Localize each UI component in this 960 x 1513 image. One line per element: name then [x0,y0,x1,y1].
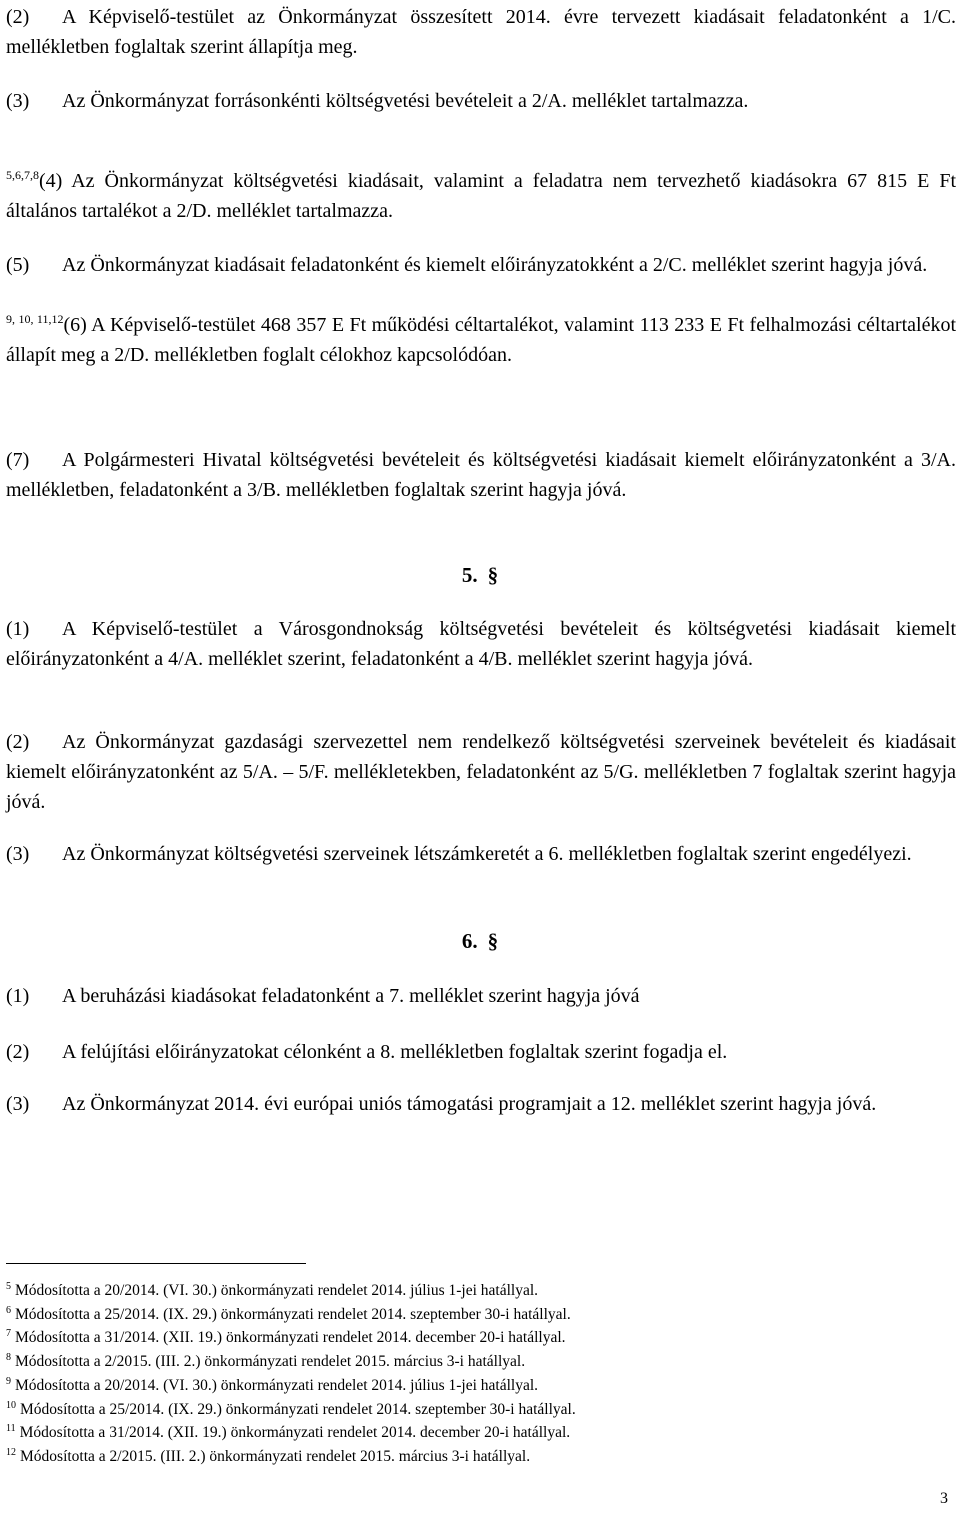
section-heading-5 [0,560,960,590]
footnote [6,1445,906,1469]
paragraph-text: Az Önkormányzat gazdasági szervezettel nem rendelkező költségvetési szerveinek bevételeit és kiadásait kiemelt előirányzatonként az 5/A. – 5/F. mellékletekben, feladatonként az 5/G. mellékletben 7 foglaltak szerint hagyja jóvá. [6,731,956,813]
paragraph-6-2 [6,1037,956,1067]
footnote [6,1350,906,1374]
footnote-number: 12 [6,1446,16,1458]
paragraph-5-3 [6,839,956,869]
paragraph-text: A Képviselő-testület az Önkormányzat összesített 2014. évre tervezett kiadásait feladatonként a 1/C. mellékletben foglaltak szerint állapítja meg. [6,6,956,58]
paragraph-4-4 [6,166,956,226]
footnote-number: 10 [6,1399,16,1411]
paragraph-4-7 [6,445,956,505]
paragraph-number: (6) [63,314,87,336]
footnote-reference: 9, 10, 11,12 [6,312,64,326]
footnote-reference: 5,6,7,8 [6,168,39,182]
paragraph-number: (3) [6,843,30,865]
paragraph-number: (3) [6,1093,30,1115]
paragraph-4-2 [6,2,956,62]
footnote-text: Módosította a 31/2014. (XII. 19.) önkormányzati rendelet 2014. december 20-i hatállyal. [19,1424,571,1442]
footnote [6,1326,906,1350]
footnote-number: 7 [6,1328,11,1340]
paragraph-text: Az Önkormányzat 2014. évi európai uniós támogatási programjait a 12. melléklet szerint hagyja jóvá. [62,1093,877,1115]
footnote-text: Módosította a 31/2014. (XII. 19.) önkormányzati rendelet 2014. december 20-i hatállyal. [15,1329,566,1347]
footnote [6,1421,906,1445]
paragraph-text: A felújítási előirányzatokat célonként a 8. mellékletben foglaltak szerint fogadja el. [62,1041,728,1063]
footnotes [6,1279,906,1469]
paragraph-text: A Polgármesteri Hivatal költségvetési bevételeit és költségvetési kiadásait kiemelt előirányzatonként a 3/A. mellékletben, feladatonként a 3/B. mellékletben foglaltak szerint hagyja jóvá. [6,449,956,501]
footnote-text: Módosította a 20/2014. (VI. 30.) önkormányzati rendelet 2014. július 1-jei hatállyal. [15,1282,539,1299]
section-heading-6 [0,926,960,956]
paragraph-text: A Képviselő-testület a Városgondnokság költségvetési bevételeit és költségvetési kiadásait kiemelt előirányzatonként a 4/A. melléklet szerint, feladatonként a 4/B. melléklet szerint hagyja jóvá. [6,618,956,670]
paragraph-5-1 [6,614,956,674]
footnote [6,1279,906,1303]
paragraph-6-3 [6,1089,956,1119]
paragraph-5-2 [6,727,956,817]
footnote [6,1374,906,1398]
footnote-text: Módosította a 25/2014. (IX. 29.) önkormányzati rendelet 2014. szeptember 30-i hatállyal. [20,1400,576,1418]
paragraph-4-5 [6,250,956,280]
footnote [6,1303,906,1327]
footnote-text: Módosította a 25/2014. (IX. 29.) önkormányzati rendelet 2014. szeptember 30-i hatállyal. [15,1305,571,1323]
section-number: 6. [461,929,478,953]
section-symbol: § [487,929,499,953]
paragraph-number: (2) [6,731,30,753]
paragraph-number: (3) [6,90,30,112]
paragraph-4-3 [6,86,956,116]
paragraph-4-6 [6,310,956,370]
footnote-number: 5 [6,1281,11,1292]
paragraph-number: (2) [6,1041,30,1063]
footnote-number: 9 [6,1375,11,1387]
footnote-text: Módosította a 20/2014. (VI. 30.) önkormányzati rendelet 2014. július 1-jei hatállyal. [15,1376,539,1394]
page-number: 3 [940,1490,948,1507]
footnote-number: 6 [6,1304,11,1316]
paragraph-number: (1) [6,618,30,640]
paragraph-number: (4) [39,170,63,192]
paragraph-number: (7) [6,449,30,471]
paragraph-number: (5) [6,254,30,276]
paragraph-number: (1) [6,985,30,1007]
section-symbol: § [487,563,499,587]
footnote [6,1398,906,1422]
footnote-text: Módosította a 2/2015. (III. 2.) önkormányzati rendelet 2015. március 3-i hatállyal. [15,1353,526,1371]
paragraph-text: A beruházási kiadásokat feladatonként a 7. melléklet szerint hagyja jóvá [62,985,640,1007]
paragraph-text: Az Önkormányzat kiadásait feladatonként és kiemelt előirányzatokként a 2/C. melléklet szerint hagyja jóvá. [62,254,928,276]
footnote-number: 8 [6,1352,11,1364]
footnote-number: 11 [6,1423,16,1435]
paragraph-text: Az Önkormányzat költségvetési szerveinek létszámkeretét a 6. mellékletben foglaltak szerint engedélyezi. [62,843,912,865]
paragraph-text: Az Önkormányzat forrásonkénti költségvetési bevételeit a 2/A. melléklet tartalmazza. [62,90,749,112]
paragraph-6-1 [6,981,956,1011]
paragraph-number: (2) [6,6,30,28]
footnote-text: Módosította a 2/2015. (III. 2.) önkormányzati rendelet 2015. március 3-i hatállyal. [20,1447,531,1465]
paragraph-text: A Képviselő-testület 468 357 E Ft működési céltartalékot, valamint 113 233 E Ft felhalmozási céltartalékot állapít meg a 2/D. mellékletben foglalt célokhoz kapcsolódóan. [6,314,956,366]
footnote-separator [6,1263,306,1264]
paragraph-text: Az Önkormányzat költségvetési kiadásait, valamint a feladatra nem tervezhető kiadásokra 67 815 E Ft általános tartalékot a 2/D. melléklet tartalmazza. [6,170,956,222]
section-number: 5. [461,563,478,587]
